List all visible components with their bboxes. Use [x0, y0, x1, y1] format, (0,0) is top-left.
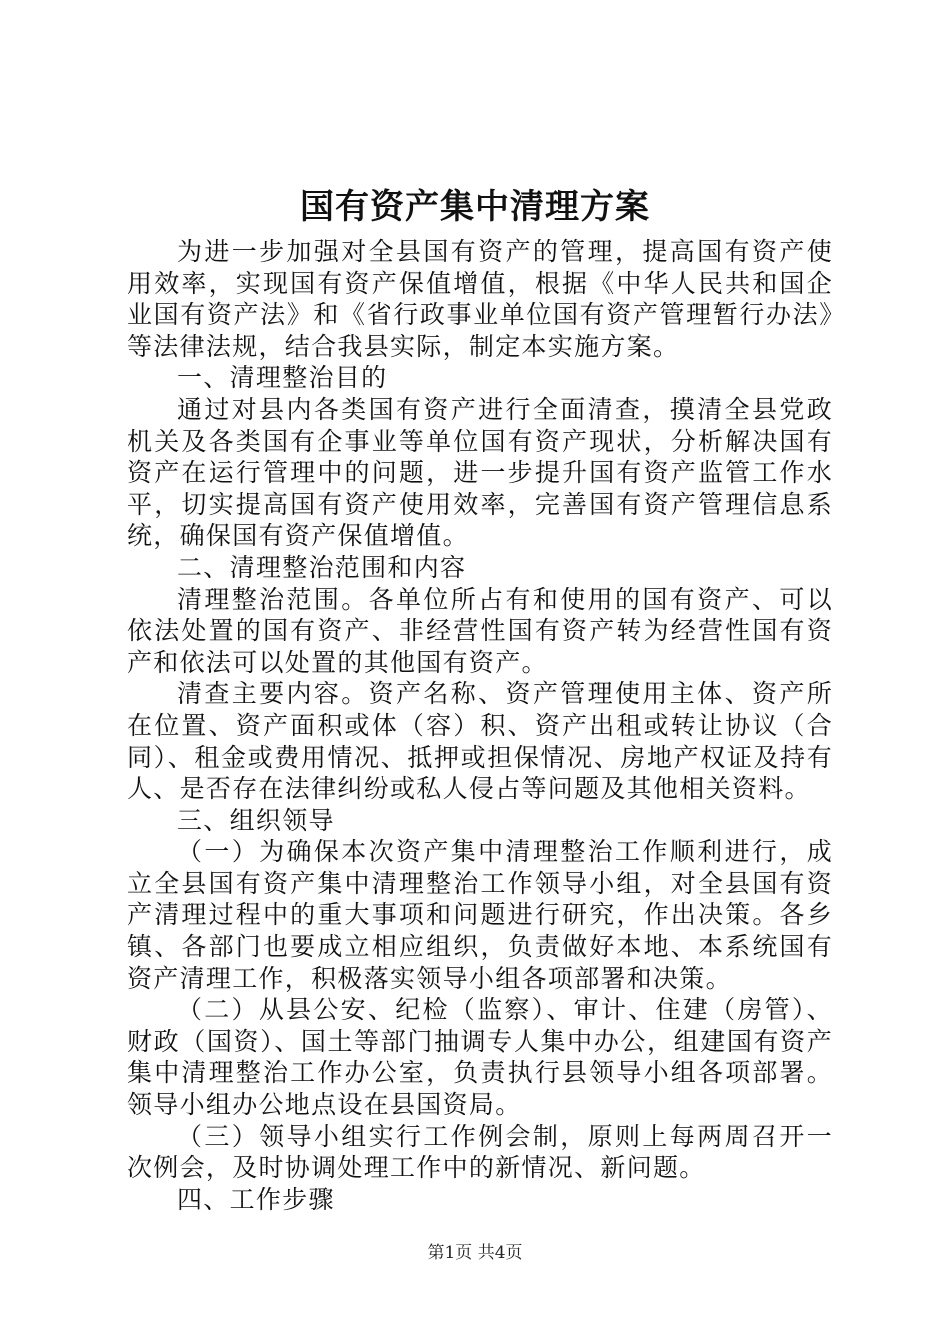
paragraph-scope: 清理整治范围。各单位所占有和使用的国有资产、可以依法处置的国有资产、非经营性国有资产转为经营性国有资产和依法可以处置的其他国有资产。	[127, 584, 833, 677]
section-heading-2: 二、清理整治范围和内容	[177, 552, 467, 582]
paragraph-intro: 为进一步加强对全县国有资产的管理，提高国有资产使用效率，实现国有资产保值增值，根据《中华人民共和国企业国有资产法》和《省行政事业单位国有资产管理暂行办法》等法律法规，结合我县实际，制定本实施方案。	[127, 237, 833, 361]
paragraph-org-3: （三）领导小组实行工作例会制，原则上每两周召开一次例会，及时协调处理工作中的新情况、新问题。	[127, 1121, 833, 1183]
document-body	[127, 236, 833, 1215]
section-heading-1: 一、清理整治目的	[177, 363, 388, 393]
paragraph-content: 清查主要内容。资产名称、资产管理使用主体、资产所在位置、资产面积或体（容）积、资产出租或转让协议（合同）、租金或费用情况、抵押或担保情况、房地产权证及持有人、是否存在法律纠纷或私人侵占等问题及其他相关资料。	[127, 679, 833, 804]
section-heading-4: 四、工作步骤	[177, 1184, 335, 1214]
page-number: 第1页 共4页	[427, 1243, 523, 1263]
section-heading-3: 三、组织领导	[177, 805, 335, 835]
paragraph-org-2: （二）从县公安、纪检（监察）、审计、住建（房管）、财政（国资）、国土等部门抽调专人集中办公，组建国有资产集中清理整治工作办公室，负责执行县领导小组各项部署。领导小组办公地点设在县国资局。	[127, 995, 833, 1120]
paragraph-purpose: 通过对县内各类国有资产进行全面清查，摸清全县党政机关及各类国有企事业等单位国有资产现状，分析解决国有资产在运行管理中的问题，进一步提升国有资产监管工作水平，切实提高国有资产使用效率，完善国有资产管理信息系统，确保国有资产保值增值。	[127, 394, 833, 551]
document-title: 国有资产集中清理方案	[300, 187, 650, 227]
paragraph-org-1: （一）为确保本次资产集中清理整治工作顺利进行，成立全县国有资产集中清理整治工作领导小组，对全县国有资产清理过程中的重大事项和问题进行研究，作出决策。各乡镇、各部门也要成立相应组织，负责做好本地、本系统国有资产清理工作，积极落实领导小组各项部署和决策。	[127, 837, 833, 993]
